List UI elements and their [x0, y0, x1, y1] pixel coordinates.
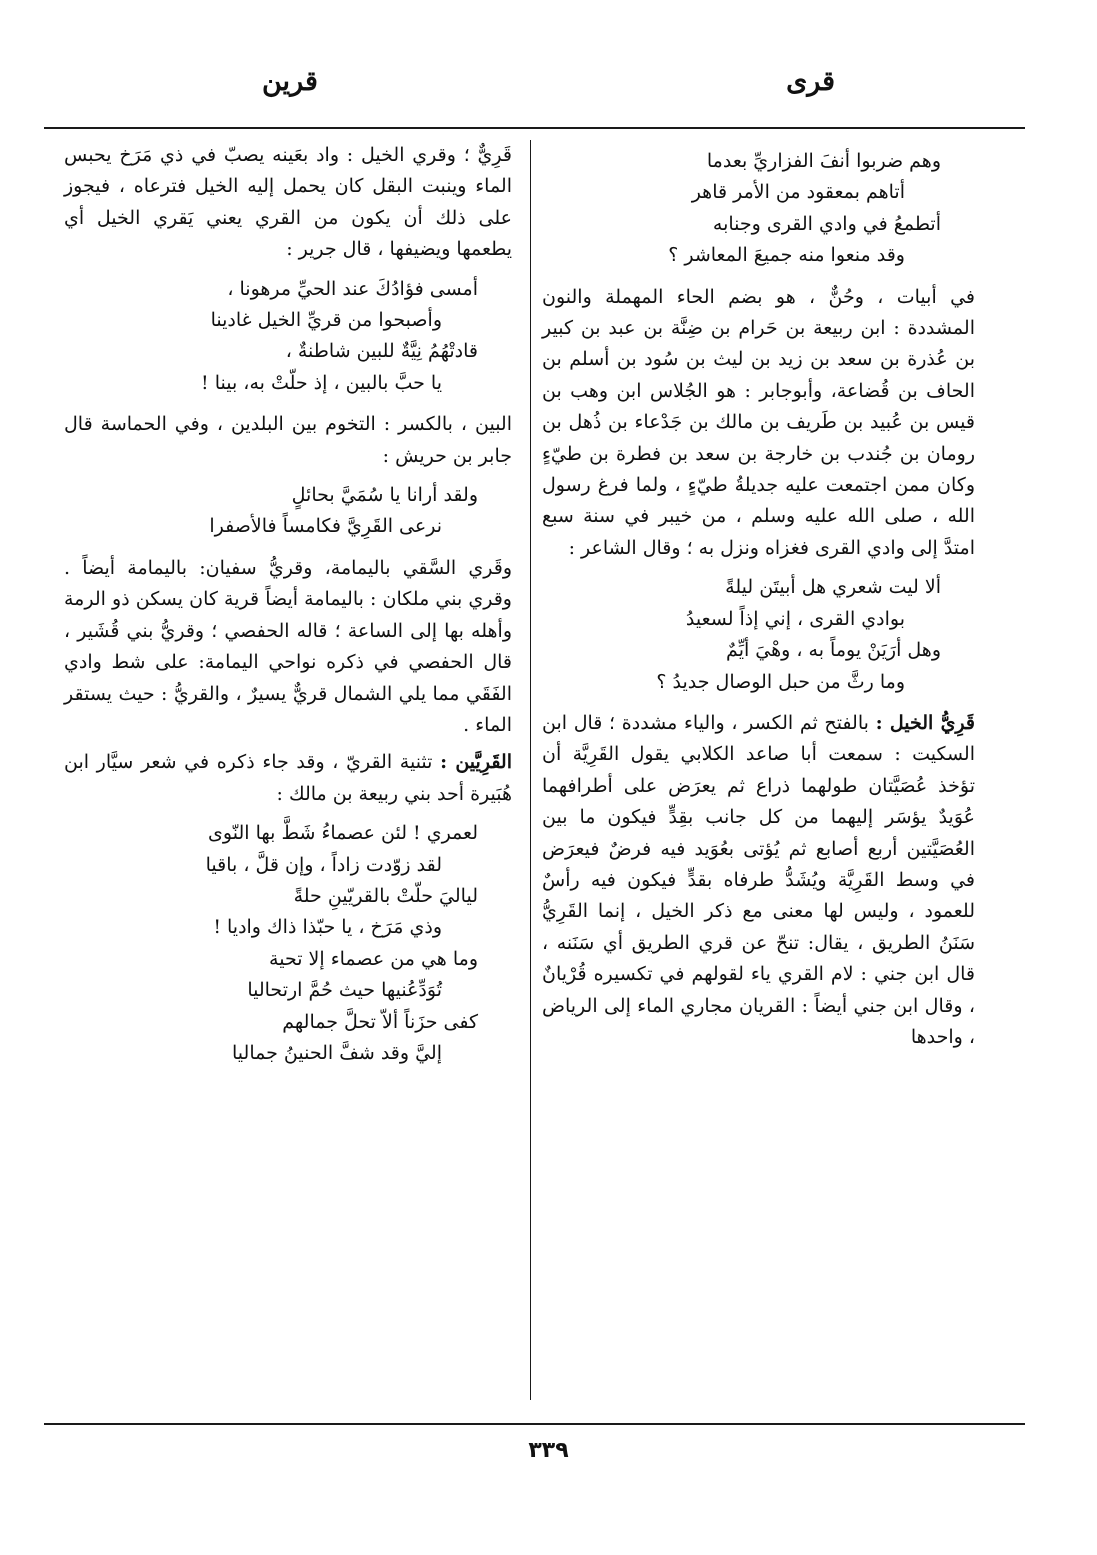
verse-line: وما رثَّ من حبل الوصال جديدُ ؟ [656, 670, 905, 693]
verse-line: نرعى القَرِيَّ فكامساً فالأصفرا [209, 515, 442, 538]
verse-line: بوادي القرى ، إني إذاً لسعيدُ [685, 607, 905, 630]
running-header-left: قرين [262, 66, 318, 97]
verse-line: يا حبَّ بالبين ، إذ حلّتْ به، بينا ! [201, 371, 442, 394]
verse-block [542, 572, 975, 698]
verse-line: تُوَدِّعُنيها حيث حُمَّ ارتحاليا [247, 979, 442, 1002]
entry-paragraph: وقَري السَّقي باليمامة، وقريُّ سفيان: باليمامة أيضاً . وقري بني ملكان : باليمامة أيضاً قرية كان يسكن ذو الرمة وأهله بها إلى الساعة ؛ قاله الحفصي ؛ وقريُّ بني قُشَير ، قال الحفصي في ذكره نواحي اليمامة: على شط وادي الفَقَي مما يلي الشمال قريٌّ يسيرٌ ، والقريُّ : حيث يستقر الماء . [64, 556, 512, 736]
bottom-rule [44, 1423, 1025, 1425]
top-rule [44, 127, 1025, 129]
verse-block [542, 146, 975, 272]
left-column [64, 138, 512, 1079]
entry-paragraph [64, 747, 512, 810]
verse-block [64, 480, 512, 543]
entry-paragraph: قَرِيٌّ ؛ وقري الخيل : واد بعَينه يصبّ في ذي مَرَخ يحبس الماء وينبت البقل كان يحمل إليه الخيل فترعاه ، فيجوز على ذلك أن يكون من القري يعني يَقري الخيل أي يطعمها ويضيفها ، قال جرير : [64, 144, 512, 261]
verse-line: لياليَ حلّتْ بالقريّينِ حلةً [293, 884, 478, 907]
entry-text: تثنية القريّ ، وقد جاء ذكره في شعر سيَّار ابن هُبَيرة أحد بني ربيعة بن مالك : [64, 751, 512, 805]
verse-block [64, 274, 512, 400]
verse-line: إليَّ وقد شفَّ الحنينُ جماليا [232, 1041, 442, 1064]
verse-block [64, 818, 512, 1069]
verse-line: أتطمعُ في وادي القرى وجنابه [712, 212, 941, 235]
verse-line: وهل أرَيَنْ يوماً به ، وهْيَ أيِّمٌ [726, 639, 941, 662]
entry-headword: قَرِيُّ الخيل : [875, 711, 976, 734]
verse-line: كفى حزَناً ألاّ تحلَّ جمالهم [282, 1010, 478, 1033]
entry-paragraph: البين ، بالكسر : التخوم بين البلدين ، وفي الحماسة قال جابر بن حريش : [64, 413, 512, 467]
verse-line: أمسى فؤادُكَ عند الحيِّ مرهونا ، [227, 277, 478, 300]
verse-line: وما هي من عصماء إلا تحية [269, 947, 478, 970]
verse-line: لعمري ! لئن عصماءُ شَطَّ بها النّوى [208, 822, 478, 845]
entry-paragraph [542, 708, 975, 1053]
verse-line: قادتْهُمُ نِيَّةٌ للبين شاطنةٌ ، [285, 340, 478, 363]
page-number: ٣٣٩ [528, 1438, 569, 1463]
verse-line: أتاهم بمعقود من الأمر قاهر [691, 181, 905, 204]
column-divider [530, 140, 531, 1400]
running-header-right: قرى [786, 66, 835, 97]
right-column [542, 138, 975, 1059]
verse-line: وأصبحوا من قريِّ الخيل غادينا [210, 309, 442, 332]
verse-line: لقد زوّدت زاداً ، وإن قلَّ ، باقيا [205, 853, 442, 876]
entry-paragraph: في أبيات ، وحُنٌّ ، هو بضم الحاء المهملة والنون المشددة : ابن ربيعة بن حَرام بن ضِنَّة بن عبد بن كبير بن عُذرة بن سعد بن زيد بن ليث بن سُود بن أسلم بن الحاف بن قُضاعة، وأبوجابر : هو الجُلاس ابن وهب بن قيس بن عُبيد بن طَريف بن مالك بن جَدْعاء بن ذُهل بن رومان بن جُندب بن خارجة بن سعد بن فطرة بن طيّءٍ وكان ممن اجتمعت عليه جديلةُ طيّءٍ ، ولما فرغ رسول الله ، صلى الله عليه وسلم ، من خيبر في سنة سبع امتدَّ إلى وادي القرى فغزاه ونزل به ؛ وقال الشاعر : [542, 285, 975, 559]
verse-line: ولقد أرانا يا سُمَيَّ بحائلٍ [291, 484, 478, 507]
verse-line: وقد منعوا منه جميعَ المعاشر ؟ [668, 244, 905, 267]
entry-text: بالفتح ثم الكسر ، والياء مشددة ؛ قال ابن السكيت : سمعت أبا صاعد الكلابي يقول القَرِيَّة أن تؤخذ عُصَيَّتان طولهما ذراع ثم يعرَض على أطرافهما عُوَيدٌ يؤسَر إليهما من كل جانب بقِدٍّ فيكون ما بين العُصَيَّتين أربع أصابع ثم يُؤتى بعُوَيد فيه فرضٌ فيعرَض في وسط القَرِيَّة ويُشَدُّ طرفاه بقدٍّ فيكون فيه رأسٌ للعمود ، وليس لها معنى مع ذكر الخيل ، إنما القَرِيُّ سَنَنُ الطريق ، يقال: تنحّ عن قري الطريق أي سَنَنه ، قال ابن جني : لام القري ياء لقولهم في تكسيره قُرْيانٌ ، وقال ابن جني أيضاً : القريان مجاري الماء إلى الرياض ، واحدها [542, 711, 975, 1048]
entry-headword: القَرِيَّين : [440, 751, 512, 774]
verse-line: وذي مَرَخ ، يا حبّذا ذاك واديا ! [213, 916, 442, 939]
verse-line: وهم ضربوا أنفَ الفزاريِّ بعدما [706, 150, 941, 172]
verse-line: ألا ليت شعري هل أبيتَن ليلةً [725, 576, 941, 599]
